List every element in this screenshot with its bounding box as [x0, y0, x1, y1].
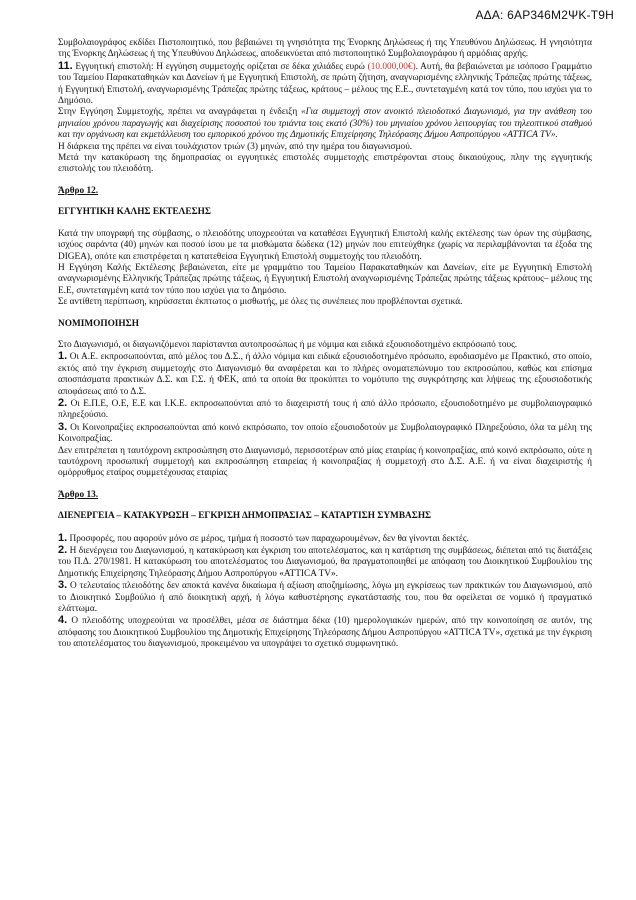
text-run: Στην Εγγύηση Συμμετοχής, πρέπει να αναγράφεται η ένδειξη	[58, 107, 302, 118]
section-heading: ΝΟΜΙΜΟΠΟΙΗΣΗ	[58, 318, 139, 329]
item-text: Οι Κοινοπραξίες εκπροσωπούνται από κοινό εκπρόσωπο, τον οποίο εξουσιοδοτούν με Συμβολαιογραφικό Πληρεξούσιο, όλα τα μέλη της Κοινοπραξίας.	[58, 422, 592, 445]
paragraph: Μετά την κατακύρωση της δημοπρασίας οι εγγυητικές επιστολές συμμετοχής επιστρέφονται στους δικαιούχους, πλην της εγγυητικής επιστολής του πλειοδότη.	[58, 153, 592, 175]
text-run: Εγγυητική επιστολή: Η εγγύηση συμμετοχής ορίζεται σε δέκα χιλιάδες ευρώ	[72, 61, 368, 72]
italic-quote: «Για συμμετοχή στον ανοικτό πλειοδοτικό Διαγωνισμό, για την ανάθεση του μηνιαίου χρόνου παραγωγής και διαχείρισης ποσοστού του τριάντα τοις εκατό (30%) του μηνιαίου χρόνου λειτουργίας του τηλεοπτικού σταθμού και την οργάνωση και εκμετάλλευση του εμπορικού χρόνου της Δημοτικής Επιχείρησης Τηλεόρασης Δήμου Ασπροπύργου «ATTICA TV».	[58, 107, 592, 141]
amount-highlight: (10.000,00€)	[367, 61, 416, 72]
section-heading: ΔΙΕΝΕΡΓΕΙΑ – ΚΑΤΑΚΥΡΩΣΗ – ΕΓΚΡΙΣΗ ΔΗΜΟΠΡΑΣΙΑΣ – ΚΑΤΑΡΤΙΣΗ ΣΥΜΒΑΣΗΣ	[58, 511, 432, 522]
item-number: 1.	[58, 531, 68, 544]
item-number: 3.	[58, 579, 68, 592]
numbered-item	[58, 398, 592, 422]
paragraph-guarantee	[58, 61, 592, 108]
item-text: Ο πλειοδότης υποχρεούται να προσέλθει, μέσα σε διάστημα δέκα (10) ημερολογιακών ημερών, από την κοινοποίηση σε αυτόν, της απόφασης του Διοικητικού Συμβουλίου της Δημοτικής Επιχείρησης Τηλεόρασης Δήμου Ασπροπύργου «ATTICA TV», σχετικά με την έγκριση του αποτελέσματος του διαγωνισμού, προκειμένου να υπογράψει το σχετικό συμφωνητικό.	[58, 616, 592, 650]
section-heading: ΕΓΓΥΗΤΙΚΗ ΚΑΛΗΣ ΕΚΤΕΛΕΣΗΣ	[58, 207, 211, 218]
text-run: . Αυτή, θα βεβαιώνεται με ισόποσο Γραμμάτιο του Ταμείου Παρακαταθηκών και Δανείων ή με Εγγυητική Επιστολή, σε πρώτη ζήτηση, αναγνωρισμένης ελληνικής Τράπεζας πρώτης τάξεως, ή Εγγυητική Επιστολή, αναγνωρισμένης Τράπεζας πρώτης τάξεως, κράτους – μέλους της Ε.Ε., συντεταγμένη κατά τον τύπο, που ισχύει για το Δημόσιο.	[58, 61, 592, 107]
item-text: Η διενέργεια του Διαγωνισμού, η κατακύρωση και έγκριση του αποτελέσματος, και η κατάρτιση της συμβάσεως, διέπεται από τις διατάξεις του Π.Δ. 270/1981. Η κατακύρωση του αποτελέσματος του Διαγωνισμού, θα πραγματοποιηθεί με απόφαση του Διοικητικού Συμβουλίου της Δημοτικής Επιχείρησης Τηλεόρασης Δήμου Ασπροπύργου «ATTICA TV».	[58, 546, 592, 579]
paragraph: Συμβολαιογράφος εκδίδει Πιστοποιητικό, που βεβαιώνει τη γνησιότητα της Ένορκης Δηλώσεως ή της Υπευθύνου Δηλώσεως. Η γνησιότητα της Ένορκης Δηλώσεως ή της Υπευθύνου Δηλώσεως, αποδεικνύεται από πιστοποιητικό Συμβολαιογράφου ή αρμόδιας αρχής.	[58, 38, 592, 60]
item-text: Οι Α.Ε. εκπροσωπούνται, από μέλος του Δ.Σ., ή άλλο νόμιμα και ειδικά εξουσιοδοτημένο πρόσωπο, εφοδιασμένο με Πρακτικό, στο οποίο, εκτός από την έγκριση συμμετοχής στο Διαγωνισμό θα αναφέρεται και το πλήρες ονοματεπώνυμο του εκπροσώπου, καθώς και επίσημα αποσπάσματα πρακτικών Δ.Σ. και Γ.Σ. ή ΦΕΚ, από τα οποία θα προκύπτει το νομότυπο της συγκρότησης και λήψεως της εξουσιοδοτικής αποφάσεως από το Δ.Σ.	[58, 352, 592, 397]
paragraph: Σε αντίθετη περίπτωση, κηρύσσεται έκπτωτος ο μισθωτής, με όλες τις συνέπειες που προβλέπονται σχετικά.	[58, 297, 463, 308]
paragraph: Η Εγγύηση Καλής Εκτέλεσης βεβαιώνεται, είτε με γραμμάτιο του Ταμείου Παρακαταθηκών και Δανείων, είτε με Εγγυητική Επιστολή αναγνωρισμένης Ελληνικής Τράπεζας πρώτης τάξεως, ή Εγγυητική Επιστολή αναγνωρισμένης Τράπεζας πρώτης τάξεως κράτους– μέλους της Ε.Ε, συντεταγμένη κατά τον τύπο που ισχύει για το Δημόσιο.	[58, 262, 592, 296]
paragraph: Δεν επιτρέπεται η ταυτόχρονη εκπροσώπηση στο Διαγωνισμό, περισσοτέρων από μίας εταιρίας ή κοινοπραξίας, από κοινό εκπρόσωπο, ούτε η ταυτόχρονη προσωπική συμμετοχή και εκπροσώπηση εταιρείας ή κοινοπραξίας ή συμμετοχή στο Δ.Σ. Α.Ε. ή να είναι διαχειριστής ή ομόρρυθμος εταίρος συμμετέχουσας εταιρίας	[58, 445, 592, 479]
ada-identifier: ΑΔΑ: 6ΑΡ346Μ2ΨΚ-Τ9Η	[475, 8, 614, 22]
article-13-title: Άρθρο 13.	[58, 489, 99, 500]
item-text: Ο τελευταίος πλειοδότης δεν αποκτά κανένα δικαίωμα ή αξίωση αποζημίωσης, λόγω μη εγκρίσεως των πρακτικών του Διαγωνισμού, από το Διοικητικό Συμβούλιο ή από διοικητική αρχή, ή λόγω καθυστέρησης εγκατάστασής του, που θα οφείλεται σε νομικό ή πραγματικό ελάττωμα.	[58, 581, 592, 615]
item-text: Προσφορές, που αφορούν μόνο σε μέρος, τμήμα ή ποσοστό των παραχωρουμένων, δεν θα γίνονται δεκτές.	[67, 533, 469, 544]
document-body	[58, 38, 592, 651]
article-12-title: Άρθρο 12.	[58, 185, 99, 196]
paragraph: Η διάρκεια της πρέπει να είναι τουλάχιστον τριών (3) μηνών, από την ημέρα του διαγωνισμού.	[58, 141, 413, 152]
item-number: 3.	[58, 420, 68, 433]
item-number: 4.	[58, 614, 68, 627]
numbered-item	[58, 533, 592, 545]
item-text: Οι Ε.Π.Ε, Ο.Ε, Ε.Ε και Ι.Κ.Ε. εκπροσωπούνται από το διαχειριστή τους ή από άλλο πρόσωπο, εξουσιοδοτημένο με συμβολαιογραφικό πληρεξούσιο.	[58, 398, 592, 421]
numbered-item	[58, 422, 592, 446]
item-number: 2.	[58, 396, 68, 409]
numbered-item	[58, 580, 592, 615]
paragraph: Στο Διαγωνισμό, οι διαγωνιζόμενοι παρίστανται αυτοπροσώπως ή με νόμιμα και ειδικά εξουσιοδοτημένο εκπρόσωπό τους.	[58, 339, 518, 350]
numbered-item	[58, 351, 592, 398]
paragraph-indication	[58, 107, 592, 141]
paragraph: Κατά την υπογραφή της σύμβασης, ο πλειοδότης υποχρεούται να καταθέσει Εγγυητική Επιστολή καλής εκτέλεσης των όρων της σύμβασης, ισχύος σαράντα (40) μηνών και ποσού ίσου με τα μισθώματα δώδεκα (12) μηνών που επιτεύχθηκε (χωρίς να περιλαμβάνονται τα έξοδα της DIGEA), οπότε και επιστρέφεται η κατατεθείσα Εγγυητική Επιστολή συμμετοχής του πλειοδότη.	[58, 228, 592, 262]
numbered-item	[58, 545, 592, 580]
item-number: 1.	[58, 350, 68, 363]
item-number: 11.	[58, 59, 73, 72]
numbered-item	[58, 615, 592, 650]
item-number: 2.	[58, 544, 68, 557]
